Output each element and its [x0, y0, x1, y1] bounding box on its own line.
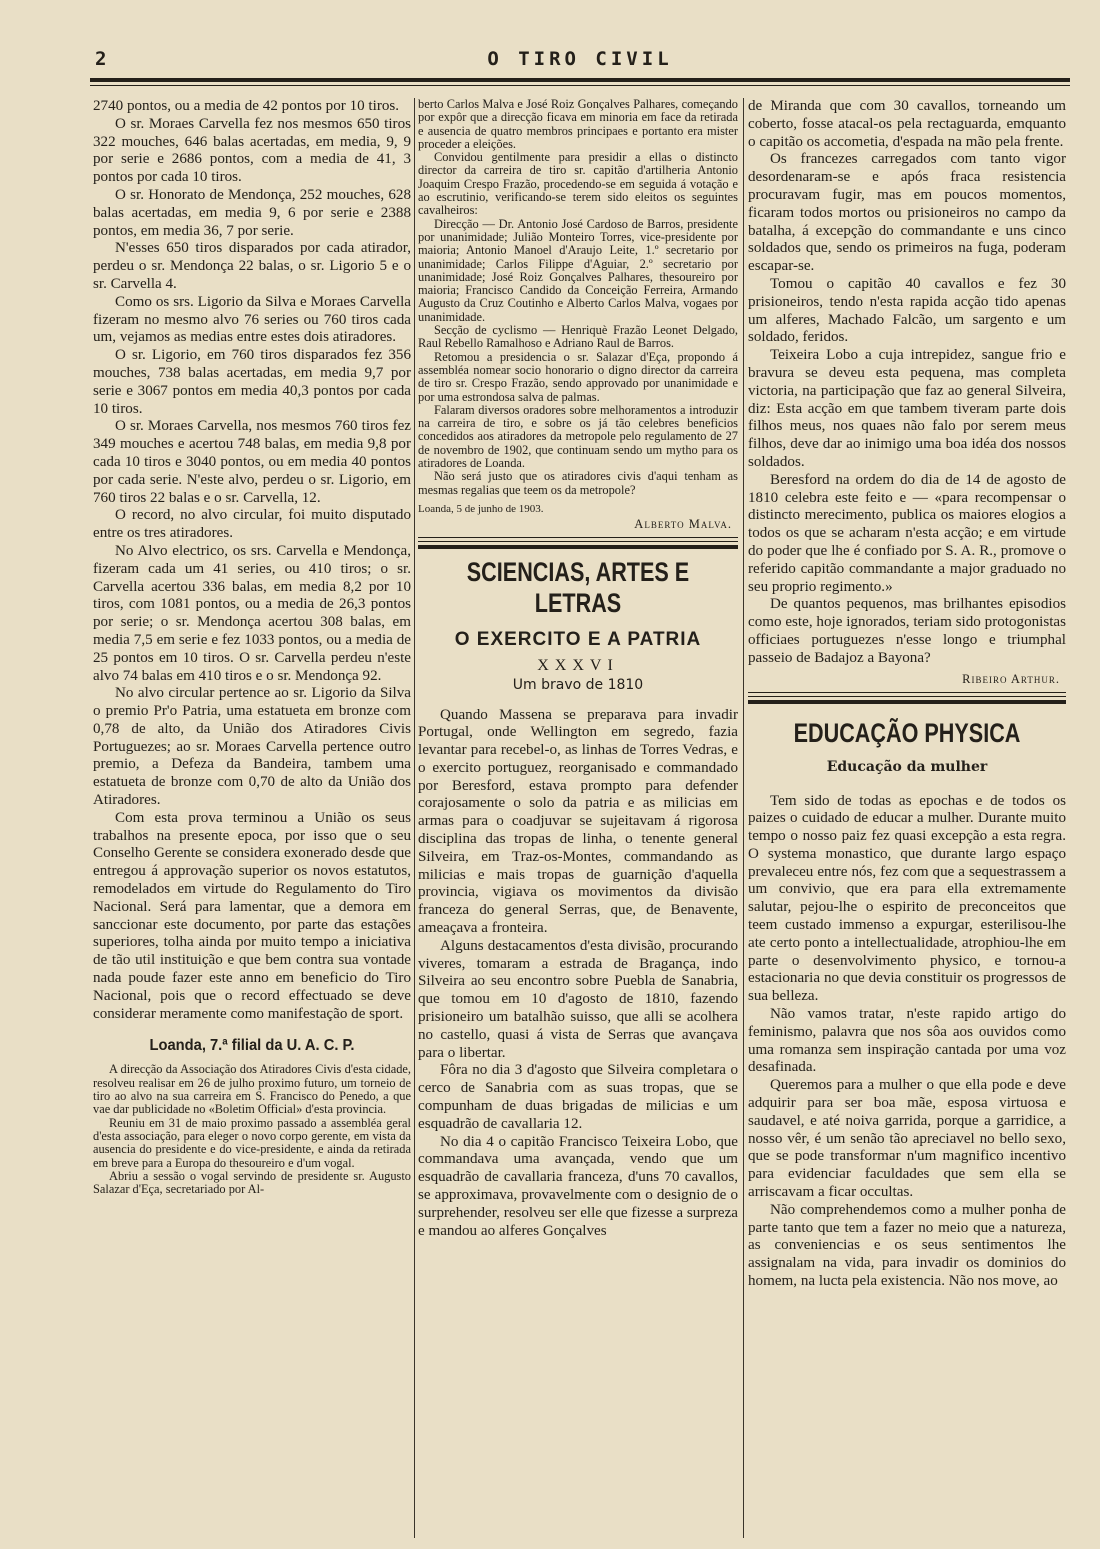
article-title: O EXERCITO E A PATRIA: [454, 628, 702, 650]
army-article: [418, 707, 738, 1241]
article-subhead: Educação da mulher: [826, 758, 988, 775]
paragraph: Como os srs. Ligorio da Silva e Moraes Carvella fizeram no mesmo alvo 76 series ou 760 tiros cada um, vejamos as medias entre estes dois atiradores.: [93, 293, 411, 346]
section-separator-bold: [418, 545, 738, 549]
page-header: [90, 44, 1070, 78]
paragraph: No alvo circular pertence ao sr. Ligorio da Silva o premio Pr'o Patria, uma estatueta em bronze com 0,78 de alto, da União dos Atiradores Civis Portuguezes; ao sr. Moraes Carvella pertence outro premio, a Defeza da Bandeira, tambem uma estatueta de bronze com 0,70 de alto da União dos Atiradores.: [93, 685, 411, 809]
paragraph: Retomou a presidencia o sr. Salazar d'Eça, propondo á assembléa nomear socio honorario o digno director da carreira de tiro sr. Crespo Frazão, sendo approvado por unanimidade e por uma estrondosa salva de palmas.: [418, 349, 738, 404]
paragraph: Tem sido de todas as epochas e de todos os paizes o cuidado de educar a mulher. Durante muito tempo o nosso paiz fez quasi excepção a esta regra. O systema monastico, que durante largo espaço prevaleceu entre nós, fez com que a sequestrassem a um convivio, que era para ella extremamente salutar, pejou-lhe o espirito de preconceitos que teem custado immenso a expurgar, esterilisou-lhe ate certo ponto a intellectualidade, atrophiou-lhe em parte o desenvolvimento physico, e tornou-a estacionaria no que devia constituir os progressos de sua belleza.: [748, 792, 1066, 1005]
section-separator-bold: [748, 700, 1066, 704]
paragraph: Alguns destacamentos d'esta divisão, procurando viveres, tomaram a estrada de Bragança, indo Silveira ao seu encontro sobre Puebla de Sanabria, que tomou em 10 d'agosto de 1810, fazendo prisioneiro um batalhão suisso, que alli se acolhera no castello, quasi á vista de Serras que avançava para o libertar.: [418, 937, 738, 1061]
paragraph: Direcção — Dr. Antonio José Cardoso de Barros, presidente por unanimidade; Julião Monteiro Torres, vice-presidente por maioria; Antonio Manoel d'Araujo Leite, 1.º secretario por unanimidade; Carlos Filippe d'Aguiar, 2.º secretario por unanimidade; José Roiz Gonçalves Palhares, thesoureiro por maioria; Francisco Candido da Conceição Ferreira, Armando Augusto da Cruz Coutinho e Alberto Carlos Malva, vogaes por unanimidade.: [418, 216, 738, 324]
paragraph: No dia 4 o capitão Francisco Teixeira Lobo, que commandava uma avançada, vendo que um esquadrão de cavallaria franceza, d'uns 70 cavallos, se approximava, provavelmente com o designio de o surprehender, resolveu ser elle que fizesse a surpreza e mandou ao alferes Gonçalves: [418, 1133, 738, 1239]
paragraph: Os francezes carregados com tanto vigor desordenaram-se e após fraca resistencia procuravam fugir, mas em poucos momentos, ficaram todos mortos ou prisioneiros no campo da batalha, á excepção do commandante e uns cinco soldados que, sendo os primeiros na fuga, poderam escapar-se.: [748, 151, 1066, 275]
header-rule: [90, 78, 1070, 82]
paragraph: Tomou o capitão 40 cavallos e fez 30 prisioneiros, tendo n'esta rapida acção tido apenas um alferes, Machado Falcão, um sargento e um soldado, feridos.: [748, 275, 1066, 346]
header-rule-thin: [90, 85, 1070, 86]
paragraph: O sr. Moraes Carvella fez nos mesmos 650 tiros 322 mouches, 646 balas acertadas, em media, 9, 9 por serie e 2686 pontos, com a media de 41, 3 pontos por cada 10 tiros.: [93, 115, 411, 186]
paragraph: Não vamos tratar, n'este rapido artigo do feminismo, palavra que nos sôa aos ouvidos como uma romanza sem inspiração cantada por uma voz desafinada.: [748, 1006, 1066, 1076]
paragraph: De quantos pequenos, mas brilhantes episodios como este, hoje ignorados, teriam sido protogonistas officiaes portuguezes n'esse longo e triumphal passeio de Badajoz a Bayona?: [748, 596, 1066, 666]
education-article: [748, 793, 1066, 1291]
section-title: EDUCAÇÃO PHYSICA: [793, 717, 1021, 748]
article-heading-loanda: Loanda, 7.ª filial da U. A. C. P.: [149, 1037, 355, 1055]
paragraph: Não será justo que os atiradores civis d'aqui tenham as mesmas regalias que teem os da metropole?: [418, 469, 738, 497]
column-1: [93, 98, 411, 1538]
paragraph: O sr. Honorato de Mendonça, 252 mouches, 628 balas acertadas, em media 9, 6 por serie e 2388 pontos, em media 36, 7 por serie.: [93, 186, 411, 239]
article-number: XXXVI: [537, 656, 619, 674]
paragraph: O sr. Ligorio, em 760 tiros disparados fez 356 mouches, 738 balas acertadas, em media 9,7 por serie e 3067 pontos em media 40,3 pontos por cada 10 tiros.: [93, 347, 411, 417]
paragraph: 2740 pontos, ou a media de 42 pontos por 10 tiros.: [93, 98, 400, 114]
signature: Alberto Malva.: [634, 517, 732, 532]
column-divider: [414, 98, 415, 1538]
paragraph: Quando Massena se preparava para invadir Portugal, onde Wellington em segredo, fazia levantar para recebel-o, as linhas de Torres Vedras, e o exercito portuguez, reorganisado e commandado por Beresford, estava prompto para defender corajosamente o solo da patria e as milicias em armas para o coadjuvar se sujeitavam á rigorosa disciplina das tropas de linha, o tenente general Silveira, em Traz-os-Montes, commandando as milicias e mais tropas de guarnição d'aquella provincia, vigiava os movimentos da divisão franceza do general Serras, que, de Benavente, ameaçava a fronteira.: [418, 706, 738, 937]
page-number: 2: [95, 48, 109, 70]
paragraph: Com esta prova terminou a União os seus trabalhos na presente epoca, por isso que o seu Conselho Gerente se considera exonerado desde que entregou á approvação superior os novos estatutos, remodelados em virtude do Regulamento do Tiro Nacional. Será para lamentar, que a demora em sanccionar este documento, por parte das estações superiores, tolha ainda por muito tempo a iniciativa de tão util instituição e que bem contra sua vontade nada poude fazer este anno em beneficio do Tiro Nacional, pois que o record effectuado se deve considerar meramente como manifestação de sport.: [93, 809, 411, 1022]
paragraph: N'esses 650 tiros disparados por cada atirador, perdeu o sr. Mendonça 22 balas, o sr. Ligorio 5 e o sr. Carvella 4.: [93, 240, 411, 292]
column-divider: [743, 98, 744, 1538]
paragraph: Abriu a sessão o vogal servindo de presidente sr. Augusto Salazar d'Eça, secretariado por Al-: [93, 1168, 411, 1197]
loanda-article: [93, 1063, 411, 1196]
dateline: Loanda, 5 de junho de 1903.: [418, 502, 544, 515]
paragraph: Falaram diversos oradores sobre melhoramentos a introduzir na carreira de tiro, e sobre os já tão celebres beneficios concedidos aos atiradores da metropole pelo regulamento de 27 de novembro de 1902, que continuam sendo um mytho para os atiradores de Loanda.: [418, 402, 738, 471]
paragraph: Não comprehendemos como a mulher ponha de parte tanto que tem a fazer no meio que a natureza, as conveniencias e os seus sentimentos lhe assignalam na vida, para invadir os dominios do homem, na lucta pela existencia. Não nos move, ao: [748, 1201, 1066, 1290]
paragraph: Teixeira Lobo a cuja intrepidez, sangue frio e bravura se deveu esta pequena, mas completa victoria, na participação que faz ao general Silveira, diz: Esta acção em que tambem tiveram parte dois filhos meus, nos quaes não falo por serem meus filhos, deve dar ao inimigo uma boa idéa dos nossos soldados.: [748, 347, 1066, 470]
loanda-article-continued: [418, 98, 738, 532]
masthead: O TIRO CIVIL: [487, 48, 673, 70]
section-title: SCIENCIAS, ARTES E LETRAS: [466, 556, 690, 618]
paragraph: de Miranda que com 30 cavallos, torneando um coberto, fosse atacal-os pela rectaguarda, emquanto o capitão os accometia, d'espada na mão pela frente.: [748, 98, 1066, 150]
paragraph: A direcção da Associação dos Atiradores Civis d'esta cidade, resolveu realisar em 26 de julho proximo futuro, um torneio de tiro ao alvo na sua carreira em S. Francisco do Penedo, a que vae dar publicidade no «Boletim Official» d'esta provincia.: [93, 1062, 411, 1117]
section-separator: [748, 692, 1066, 697]
paragraph: O record, no alvo circular, foi muito disputado entre os tres atiradores.: [93, 507, 411, 542]
signature: Ribeiro Arthur.: [962, 671, 1060, 686]
column-2: [418, 98, 738, 1538]
paragraph: O sr. Moraes Carvella, nos mesmos 760 tiros fez 349 mouches e acertou 748 balas, em media 9,8 por cada 10 tiros e 3040 pontos, ou em media 40 pontos por cada serie. N'este alvo, perdeu o sr. Ligorio, em 760 tiros 22 balas e o sr. Carvella, 12.: [93, 418, 411, 506]
army-article-continued: [748, 98, 1066, 668]
shooting-report: [93, 98, 411, 1023]
paragraph: Convidou gentilmente para presidir a ellas o distincto director da carreira de tiro sr. capitão d'artilheria Antonio Joaquim Crespo Frazão, procedendo-se em seguida á votação e ao escrutinio, verificando-se terem sido eleitos os seguintes cavalheiros:: [418, 150, 738, 218]
paragraph: Reuniu em 31 de maio proximo passado a assembléa geral d'esta associação, para eleger o novo corpo gerente, em vista da ausencia do presidente e do vice-presidente, e ainda da retirada em breve para a Europa do thesoureiro e d'um vogal.: [93, 1115, 411, 1170]
paragraph: Queremos para a mulher o que ella pode e deve adquirir para ser boa mãe, esposa virtuosa e saudavel, e até noiva garrida, porque a garridice, a nosso vêr, é um senão tão apreciavel no bello sexo, que se pode transformar n'um magnifico incentivo para evidenciar faculdades que sem ella se arriscavam a ficar occultas.: [748, 1077, 1066, 1201]
paragraph: No Alvo electrico, os srs. Carvella e Mendonça, fizeram cada um 41 series, ou 410 tiros; o sr. Carvella acertou 336 balas, em media 8,2 por 10 tiros, com 1081 pontos, ou a media de 26,3 pontos por serie; o sr. Mendonça acertou 308 balas, em media 7,5 em serie e fez 1033 pontos, ou a media de 25 pontos em 10 tiros. O sr. Carvella perdeu n'este alvo 74 balas em 410 tiros e o sr. Mendonça 92.: [93, 542, 411, 684]
paragraph: Beresford na ordem do dia de 14 de agosto de 1810 celebra este feito e — «para recompensar o distincto merecimento, publica os maiores elogios a todos os que se acharam n'esta acção; e em virtude do poder que lhe é confiado por S. A. R., promove o referido capitão commandante a major graduado no seu proprio regimento.»: [748, 471, 1066, 595]
column-3: [748, 98, 1066, 1538]
paragraph: Fôra no dia 3 d'agosto que Silveira completara o cerco de Sanabria com as suas tropas, que se compunham de duas brigadas de milicias e um esquadrão de cavallaria 12.: [418, 1062, 738, 1132]
paragraph: berto Carlos Malva e José Roiz Gonçalves Palhares, começando por expôr que a direcção ficava em minoria em face da retirada e ausencia de quatro membros principaes e portanto era mister proceder a eleições.: [418, 98, 738, 151]
paragraph: Secção de cyclismo — Henriquè Frazão Leonet Delgado, Raul Rebello Ramalhoso e Adriano Raul de Barros.: [418, 323, 738, 351]
section-separator: [418, 537, 738, 542]
article-subtitle: Um bravo de 1810: [512, 676, 644, 693]
